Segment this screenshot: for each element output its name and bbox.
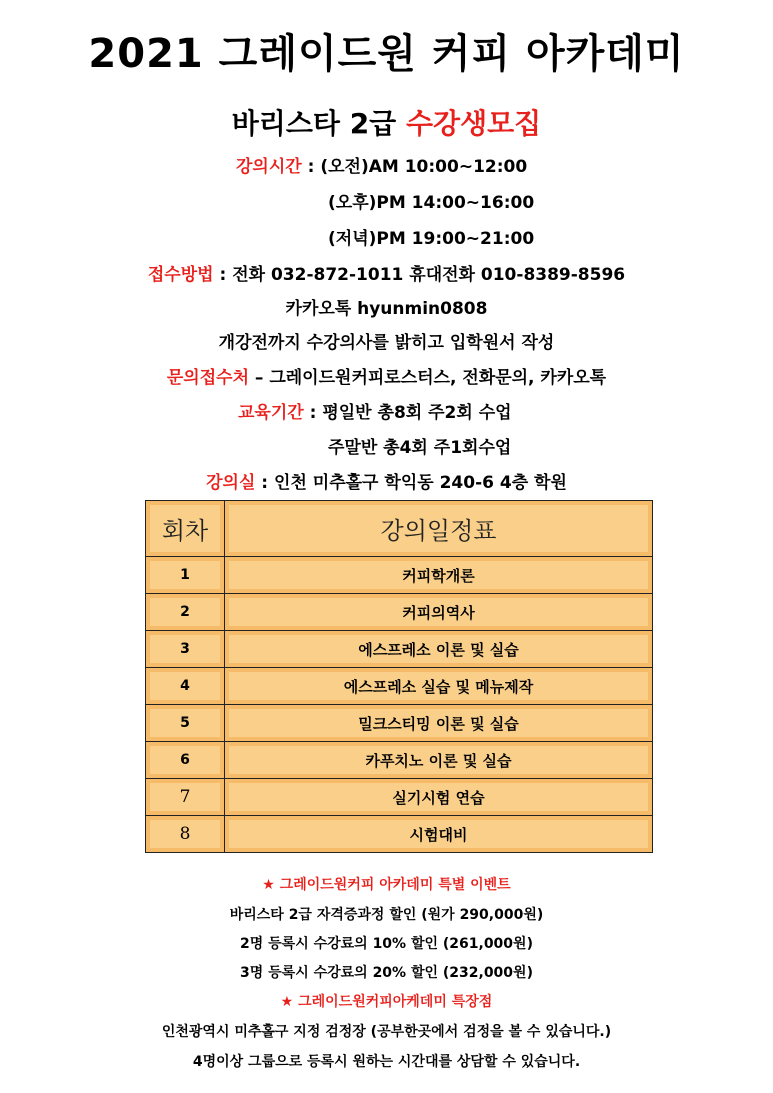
room-label: 강의실 xyxy=(206,473,256,493)
period-line xyxy=(238,398,512,423)
subtitle-main: 바리스타 2급 xyxy=(231,107,406,140)
table-row xyxy=(146,557,653,594)
event-heading: ★ 그레이드원커피 아카데미 특별 이벤트 xyxy=(262,877,511,893)
table-row xyxy=(146,816,653,853)
row-topic: 시험대비 xyxy=(225,816,653,853)
table-row xyxy=(146,631,653,668)
table-row xyxy=(146,742,653,779)
row-number: 5 xyxy=(146,705,225,742)
room-line xyxy=(0,468,773,493)
row-topic: 밀크스티밍 이론 및 실습 xyxy=(225,705,653,742)
row-topic: 에스프레소 실습 및 메뉴제작 xyxy=(225,668,653,705)
apply-label: 접수방법 xyxy=(147,265,214,285)
row-topic: 커피의역사 xyxy=(225,594,653,631)
col-round-header: 회차 xyxy=(146,501,225,557)
page-title: 2021 그레이드원 커피 아카데미 xyxy=(88,31,685,77)
feature-item: 4명이상 그룹으로 등록시 원하는 시간대를 상담할 수 있습니다. xyxy=(192,1054,581,1070)
row-topic: 실기시험 연습 xyxy=(225,779,653,816)
kakao-id: 카카오톡 hyunmin0808 xyxy=(285,299,488,319)
schedule-line-1 xyxy=(236,152,527,177)
apply-text: : 전화 032-872-1011 휴대전화 010-8389-8596 xyxy=(213,265,626,285)
feature-item: 인천광역시 미추홀구 지정 검정장 (공부한곳에서 검정을 볼 수 있습니다.) xyxy=(161,1024,612,1040)
row-number: 3 xyxy=(146,631,225,668)
row-number: 7 xyxy=(146,779,225,816)
col-schedule-header: 강의일정표 xyxy=(225,501,653,557)
subtitle xyxy=(0,102,773,142)
contact-label: 문의접수처 xyxy=(166,368,249,388)
row-number: 8 xyxy=(146,816,225,853)
contact-text: – 그레이드원커피로스터스, 전화문의, 카카오톡 xyxy=(249,368,607,388)
row-topic: 에스프레소 이론 및 실습 xyxy=(225,631,653,668)
apply-line xyxy=(0,260,773,285)
table-row xyxy=(146,594,653,631)
schedule-sep: : xyxy=(301,157,321,177)
schedule-label: 강의시간 xyxy=(236,157,302,177)
row-number: 4 xyxy=(146,668,225,705)
row-number: 1 xyxy=(146,557,225,594)
row-topic: 커피학개론 xyxy=(225,557,653,594)
row-topic: 카푸치노 이론 및 실습 xyxy=(225,742,653,779)
feature-heading: ★ 그레이드원커피아케데미 특장점 xyxy=(280,994,493,1010)
schedule-afternoon: (오후)PM 14:00~16:00 xyxy=(328,193,535,213)
table-row xyxy=(146,779,653,816)
schedule-morning: (오전)AM 10:00~12:00 xyxy=(320,157,528,177)
period-label: 교육기간 xyxy=(238,403,304,423)
table-header-row xyxy=(146,501,653,557)
row-number: 2 xyxy=(146,594,225,631)
contact-line xyxy=(0,363,773,388)
table-row xyxy=(146,668,653,705)
row-number: 6 xyxy=(146,742,225,779)
schedule-table xyxy=(145,500,653,853)
period-weekday: : 평일반 총8회 주2회 수업 xyxy=(303,403,512,423)
event-item: 2명 등록시 수강료의 10% 할인 (261,000원) xyxy=(240,936,533,952)
event-item: 바리스타 2급 자격증과정 할인 (원가 290,000원) xyxy=(229,907,544,923)
schedule-evening: (저녁)PM 19:00~21:00 xyxy=(328,229,535,249)
period-weekend: 주말반 총4회 주1회수업 xyxy=(328,438,512,458)
event-item: 3명 등록시 수강료의 20% 할인 (232,000원) xyxy=(240,965,533,981)
apply-note: 개강전까지 수강의사를 밝히고 입학원서 작성 xyxy=(218,333,555,353)
table-row xyxy=(146,705,653,742)
room-text: : 인천 미추홀구 학익동 240-6 4층 학원 xyxy=(255,473,567,493)
subtitle-highlight: 수강생모집 xyxy=(405,107,542,140)
